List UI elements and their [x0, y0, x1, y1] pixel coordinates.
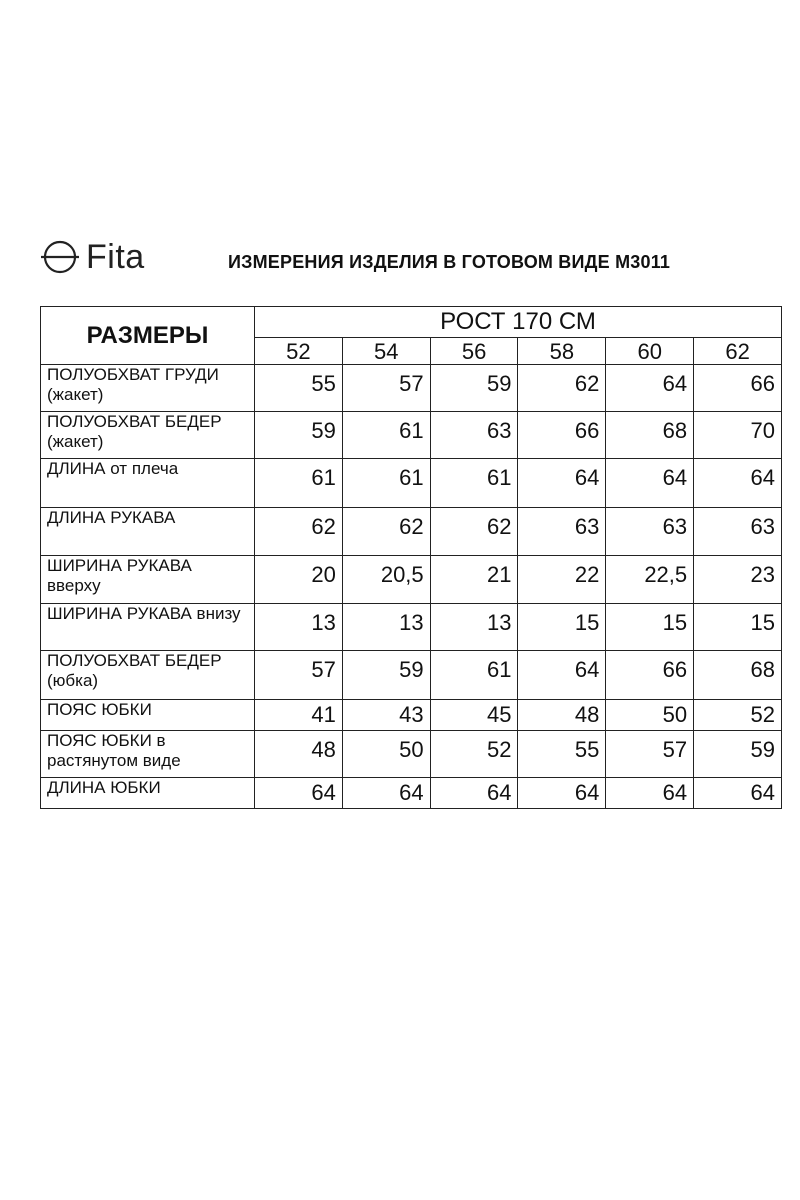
document-title: ИЗМЕРЕНИЯ ИЗДЕЛИЯ В ГОТОВОМ ВИДЕ М3011: [228, 252, 671, 272]
value-cell: 63: [694, 508, 782, 556]
param-label: ПОЯС ЮБКИ в растянутом виде: [41, 731, 255, 778]
value-cell: 66: [518, 412, 606, 459]
brand-logo: [40, 232, 145, 282]
value-cell: 57: [606, 731, 694, 778]
value-cell: 64: [518, 459, 606, 508]
table-row: [41, 459, 782, 508]
param-label: ПОЛУОБХВАТ БЕДЕР (юбка): [41, 651, 255, 700]
value-cell: 50: [606, 700, 694, 731]
value-cell: 23: [694, 556, 782, 604]
param-label: ДЛИНА РУКАВА: [41, 508, 255, 556]
value-cell: 13: [342, 604, 430, 651]
value-cell: 21: [430, 556, 518, 604]
table-row: [41, 651, 782, 700]
sizes-header: РАЗМЕРЫ: [41, 307, 255, 365]
value-cell: 64: [694, 778, 782, 809]
value-cell: 61: [255, 459, 343, 508]
table-row: [41, 508, 782, 556]
value-cell: 64: [518, 778, 606, 809]
value-cell: 64: [342, 778, 430, 809]
table-row: [41, 604, 782, 651]
value-cell: 59: [342, 651, 430, 700]
value-cell: 22,5: [606, 556, 694, 604]
value-cell: 61: [430, 459, 518, 508]
size-cell: 56: [430, 337, 518, 364]
header-row-height: [41, 307, 782, 338]
value-cell: 57: [342, 365, 430, 412]
table-row: [41, 731, 782, 778]
value-cell: 59: [255, 412, 343, 459]
value-cell: 64: [694, 459, 782, 508]
value-cell: 68: [606, 412, 694, 459]
table-row: [41, 778, 782, 809]
size-cell: 52: [255, 337, 343, 364]
value-cell: 15: [606, 604, 694, 651]
param-label: ДЛИНА от плеча: [41, 459, 255, 508]
document-header: [40, 232, 780, 292]
value-cell: 55: [255, 365, 343, 412]
param-label: ШИРИНА РУКАВА вверху: [41, 556, 255, 604]
value-cell: 55: [518, 731, 606, 778]
value-cell: 15: [518, 604, 606, 651]
size-cell: 62: [694, 337, 782, 364]
table-row: [41, 365, 782, 412]
value-cell: 62: [342, 508, 430, 556]
value-cell: 68: [694, 651, 782, 700]
param-label: ПОЛУОБХВАТ ГРУДИ (жакет): [41, 365, 255, 412]
brand-name: Fita: [86, 238, 145, 276]
param-label: ПОЛУОБХВАТ БЕДЕР (жакет): [41, 412, 255, 459]
fita-theta-logo-icon: [40, 237, 80, 277]
value-cell: 64: [518, 651, 606, 700]
value-cell: 22: [518, 556, 606, 604]
size-cell: 60: [606, 337, 694, 364]
value-cell: 50: [342, 731, 430, 778]
value-cell: 64: [606, 459, 694, 508]
param-label: ДЛИНА ЮБКИ: [41, 778, 255, 809]
param-label: ШИРИНА РУКАВА внизу: [41, 604, 255, 651]
value-cell: 48: [518, 700, 606, 731]
value-cell: 20,5: [342, 556, 430, 604]
param-label: ПОЯС ЮБКИ: [41, 700, 255, 731]
value-cell: 61: [342, 459, 430, 508]
value-cell: 45: [430, 700, 518, 731]
value-cell: 20: [255, 556, 343, 604]
value-cell: 62: [430, 508, 518, 556]
value-cell: 52: [694, 700, 782, 731]
height-header: РОСТ 170 СМ: [255, 307, 782, 338]
value-cell: 13: [430, 604, 518, 651]
value-cell: 41: [255, 700, 343, 731]
value-cell: 66: [694, 365, 782, 412]
value-cell: 64: [606, 365, 694, 412]
value-cell: 70: [694, 412, 782, 459]
value-cell: 62: [255, 508, 343, 556]
value-cell: 52: [430, 731, 518, 778]
table-row: [41, 700, 782, 731]
value-cell: 48: [255, 731, 343, 778]
value-cell: 64: [606, 778, 694, 809]
size-chart-table: [40, 306, 782, 809]
table-row: [41, 556, 782, 604]
value-cell: 64: [255, 778, 343, 809]
value-cell: 66: [606, 651, 694, 700]
value-cell: 59: [430, 365, 518, 412]
value-cell: 15: [694, 604, 782, 651]
value-cell: 13: [255, 604, 343, 651]
value-cell: 63: [430, 412, 518, 459]
value-cell: 64: [430, 778, 518, 809]
value-cell: 62: [518, 365, 606, 412]
size-cell: 58: [518, 337, 606, 364]
value-cell: 63: [518, 508, 606, 556]
value-cell: 61: [430, 651, 518, 700]
value-cell: 57: [255, 651, 343, 700]
size-cell: 54: [342, 337, 430, 364]
table-row: [41, 412, 782, 459]
value-cell: 63: [606, 508, 694, 556]
value-cell: 61: [342, 412, 430, 459]
value-cell: 59: [694, 731, 782, 778]
value-cell: 43: [342, 700, 430, 731]
